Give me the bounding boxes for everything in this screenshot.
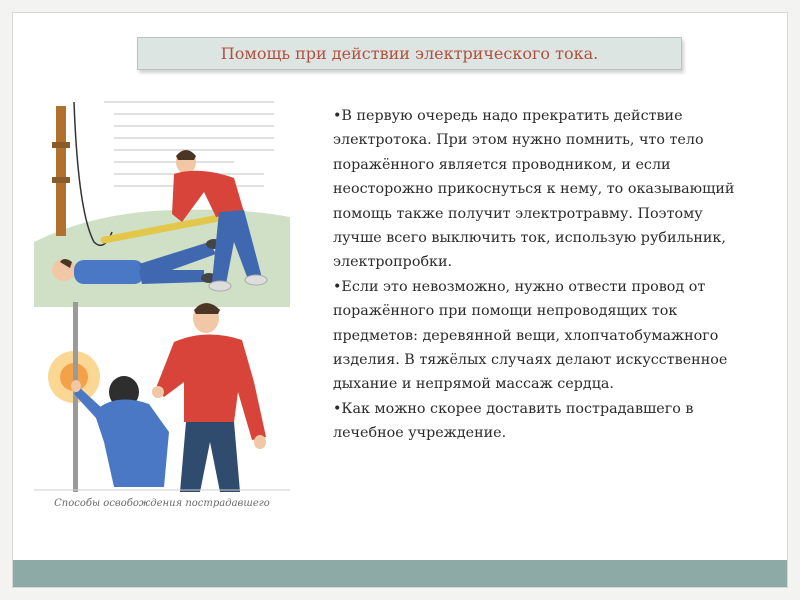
rescuer-lower (152, 303, 266, 492)
illustration-caption: Способы освобождения пострадавшего (54, 498, 270, 509)
wooden-pole (56, 106, 66, 236)
bullet-list (333, 104, 745, 446)
footer-bar (13, 560, 787, 587)
rescue-illustration (34, 92, 290, 522)
bullet-item: •В первую очередь надо прекратить действие электротока. При этом нужно помнить, что тело поражённого является проводником, и если неосторожно прикоснуться к нему, то оказывающий помощь также получит электротравму. Поэтому лучше всего выключить ток, использую рубильник, электропробки. (333, 108, 735, 271)
rescue-drawing (34, 92, 290, 492)
bullet-item: •Если это невозможно, нужно отвести провод от поражённого при помощи непроводящих ток предметов: деревянной вещи, хлопчатобумажного изделия. В тяжёлых случаях делают искусственное дыхание и непрямой массаж сердца. (333, 278, 728, 393)
bullet-item: •Как можно скорее доставить пострадавшего в лечебное учреждение. (333, 400, 694, 442)
slide-title-box (137, 37, 682, 70)
slide-title: Помощь при действии электрического тока. (220, 44, 599, 63)
